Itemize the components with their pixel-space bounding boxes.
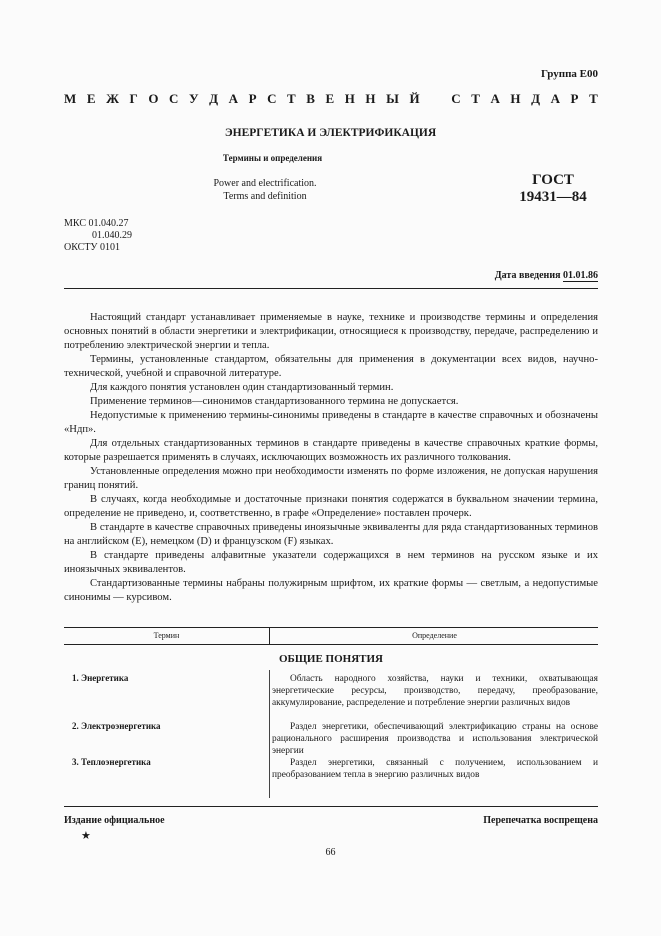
definition-text: Раздел энергетики, связанный с получением, использованием и преобразованием тепла в энергию различных видов	[272, 758, 598, 780]
english-title	[190, 177, 340, 203]
banner-letter: Т	[471, 91, 480, 106]
banner-letter: С	[267, 91, 277, 106]
effective-date-label: Дата введения	[494, 270, 561, 281]
paragraph: Для отдельных стандартизованных терминов в стандарте приведены в качестве справочных краткие формы, которые разрешается применять в случаях, исключающих возможность их различного толкования.	[64, 438, 598, 463]
paragraph: Стандартизованные термины набраны полужирным шрифтом, их краткие формы — светлым, а недопустимые синонимы — курсивом.	[64, 578, 598, 603]
banner-letter: Ж	[106, 91, 119, 106]
banner-letter: Е	[86, 91, 96, 106]
footer-divider	[64, 806, 598, 807]
column-divider	[269, 670, 270, 798]
paragraph: В случаях, когда необходимые и достаточные признаки понятия содержатся в буквальном значении термина, определение не приведено, и, соответственно, в графе «Определение» поставлен прочерк.	[64, 494, 598, 519]
banner-letter: Й	[409, 91, 420, 106]
banner-letter: О	[148, 91, 159, 106]
banner-letter: Д	[209, 91, 219, 106]
banner-letter: Д	[531, 91, 541, 106]
introduction-text	[64, 311, 598, 605]
paragraph: В стандарте приведены алфавитные указатели содержащихся в нем терминов на русском языке и их иноязычных эквивалентов.	[64, 550, 598, 575]
reprint-notice: Перепечатка воспрещена	[483, 815, 598, 826]
banner-letter: А	[228, 91, 238, 106]
page-number: 66	[325, 847, 336, 858]
banner-letter: Н	[344, 91, 355, 106]
definition-text: Раздел энергетики, обеспечивающий электрификацию страны на основе рационального расширения производства и использования электрической энергии	[272, 722, 598, 756]
banner-letter: Т	[287, 91, 296, 106]
banner-letter: Е	[325, 91, 335, 106]
banner-letter: С	[169, 91, 179, 106]
banner-letter: В	[306, 91, 315, 106]
term-row-3: 3. Теплоэнергетика	[72, 757, 151, 767]
effective-date-value: 01.01.86	[563, 270, 598, 281]
term-row-1: 1. Энергетика	[72, 673, 129, 683]
banner-letter: Т	[589, 91, 598, 106]
gost-label: ГОСТ	[532, 172, 574, 188]
column-header-definition: Определение	[269, 628, 599, 644]
banner-letter: М	[64, 91, 77, 106]
definition-row-1	[272, 673, 598, 709]
divider	[64, 288, 598, 289]
star-icon: ★	[81, 830, 91, 842]
banner-letter: А	[490, 91, 500, 106]
banner-letter: Г	[129, 91, 138, 106]
definition-text: Область народного хозяйства, науки и техники, охватывающая энергетические ресурсы, производство, передачу, преобразование, аккумулирование, распределение и потребление энергии различных видов	[272, 674, 598, 708]
banner-letter: Н	[365, 91, 376, 106]
standard-type-banner	[64, 91, 598, 107]
paragraph: В стандарте в качестве справочных приведены иноязычные эквиваленты для ряда стандартизованных терминов на английском (Е), немецком (D) и французском (F) языках.	[64, 522, 598, 547]
banner-letter: Р	[570, 91, 579, 106]
paragraph: Термины, установленные стандартом, обязательны для применения в документации всех видов, научно-технической, учебной и справочной литературе.	[64, 354, 598, 379]
section-title: ОБЩИЕ ПОНЯТИЯ	[278, 653, 383, 665]
code-okstu: ОКСТУ 0101	[64, 242, 121, 253]
gost-number: 19431—84	[519, 189, 587, 205]
english-title-line2: Terms and definition	[223, 191, 307, 202]
classification-codes	[64, 218, 132, 254]
paragraph: Для каждого понятия установлен один стандартизованный термин.	[90, 382, 394, 393]
english-title-line1: Power and electrification.	[213, 178, 317, 189]
banner-letter: Н	[510, 91, 521, 106]
paragraph: Настоящий стандарт устанавливает применяемые в науке, технике и производстве термины и определения основных понятий в области энергетики и электрификации, относящиеся к производству, передаче, распределению и потреблению электрической энергии и тепла.	[64, 312, 598, 351]
definition-row-2	[272, 721, 598, 757]
code-mks-1: МКС 01.040.27	[64, 218, 129, 229]
banner-letter: А	[550, 91, 560, 106]
paragraph: Недопустимые к применению термины-синонимы приведены в стандарте в качестве справочных и обозначены «Ндп».	[64, 410, 598, 435]
code-mks-2: 01.040.29	[92, 230, 132, 241]
paragraph: Установленные определения можно при необходимости изменять по форме изложения, не допуская нарушения границ понятий.	[64, 466, 598, 491]
definition-row-3	[272, 757, 598, 781]
banner-letter: У	[188, 91, 199, 106]
group-code: Группа Е00	[540, 68, 598, 80]
official-edition: Издание официальное	[64, 815, 165, 826]
table-header	[64, 627, 598, 645]
paragraph: Применение терминов—синонимов стандартизованного термина не допускается.	[90, 396, 459, 407]
column-header-term: Термин	[153, 631, 180, 640]
term-row-2: 2. Электроэнергетика	[72, 721, 161, 731]
banner-letter: Р	[248, 91, 257, 106]
banner-letter: Ы	[386, 91, 399, 106]
document-subtitle: Термины и определения	[222, 153, 323, 163]
banner-letter: С	[451, 91, 461, 106]
effective-date	[495, 270, 598, 281]
gost-designation	[508, 172, 598, 206]
document-title: ЭНЕРГЕТИКА И ЭЛЕКТРИФИКАЦИЯ	[224, 127, 437, 139]
